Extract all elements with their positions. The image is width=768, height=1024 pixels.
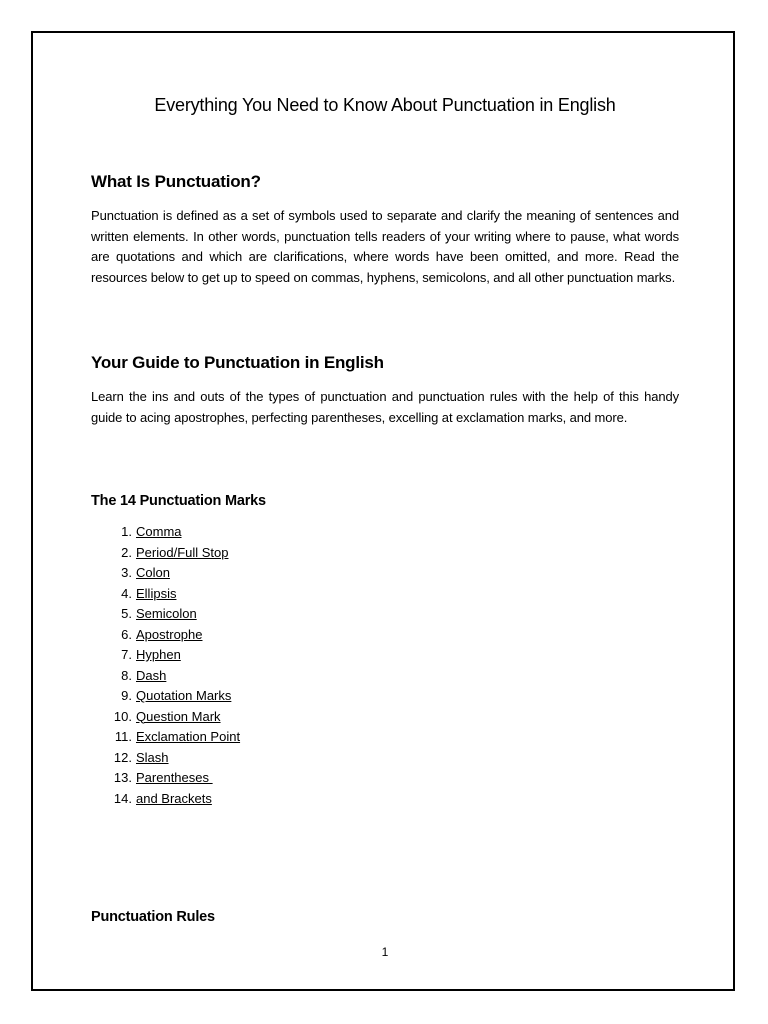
- link-period-full-stop[interactable]: Period/Full Stop: [136, 544, 229, 560]
- paragraph-guide-to-punctuation: Learn the ins and outs of the types of punctuation and punctuation rules with the help of this handy guide to acing apostrophes, perfecting parentheses, excelling at exclamation marks, and more.: [91, 389, 679, 425]
- list-number: 1.: [121, 524, 132, 539]
- list-item: [91, 604, 240, 625]
- link-colon[interactable]: Colon: [136, 565, 170, 580]
- list-item: [91, 543, 240, 564]
- list-number: 4.: [121, 585, 132, 601]
- list-item: [91, 645, 240, 666]
- link-semicolon[interactable]: Semicolon: [136, 606, 197, 621]
- link-comma[interactable]: Comma: [136, 524, 182, 539]
- list-item: [91, 748, 240, 769]
- list-item: [91, 768, 240, 789]
- link-apostrophe[interactable]: Apostrophe: [136, 626, 203, 642]
- page-number: 1: [381, 945, 389, 959]
- list-number: 9.: [121, 688, 132, 703]
- paragraph-what-is-punctuation: Punctuation is defined as a set of symbols used to separate and clarify the meaning of sentences and written elements. In other words, punctuation tells readers of your writing where to pause, what words are quotations and which are clarifications, where words have been omitted, and more. Read the resources below to get up to speed on commas, hyphens, semicolons, and all other punctuation marks.: [91, 208, 679, 285]
- heading-punctuation-marks: The 14 Punctuation Marks: [91, 493, 266, 509]
- heading-punctuation-rules: Punctuation Rules: [91, 909, 215, 925]
- list-item: [91, 686, 240, 707]
- list-number: 6.: [121, 626, 132, 642]
- list-number: 13.: [113, 770, 132, 785]
- list-number: 12.: [113, 749, 132, 765]
- list-number: 3.: [121, 565, 132, 580]
- list-number: 7.: [121, 647, 132, 662]
- list-number: 11.: [114, 729, 132, 744]
- list-item: [91, 625, 240, 646]
- list-item: [91, 584, 240, 605]
- link-slash[interactable]: Slash: [136, 749, 169, 765]
- list-number: 10.: [113, 708, 132, 724]
- list-item: [91, 522, 240, 543]
- link-question-mark[interactable]: Question Mark: [136, 708, 221, 724]
- punctuation-marks-list: [91, 522, 240, 809]
- link-exclamation-point[interactable]: Exclamation Point: [136, 729, 241, 744]
- document-title: Everything You Need to Know About Punctuation in English: [154, 95, 616, 115]
- list-item: [91, 563, 240, 584]
- list-number: 2.: [121, 544, 132, 560]
- list-item: [91, 666, 240, 687]
- list-number: 5.: [121, 606, 132, 621]
- link-dash[interactable]: Dash: [136, 667, 167, 683]
- heading-what-is-punctuation: What Is Punctuation?: [91, 172, 261, 191]
- list-number: 14.: [113, 790, 132, 806]
- document-page: [31, 31, 735, 991]
- link-quotation-marks[interactable]: Quotation Marks: [136, 688, 232, 703]
- link-brackets[interactable]: and Brackets: [136, 790, 212, 806]
- list-item: [91, 707, 240, 728]
- link-hyphen[interactable]: Hyphen: [136, 647, 181, 662]
- link-ellipsis[interactable]: Ellipsis: [136, 585, 177, 601]
- list-item: [91, 789, 240, 810]
- list-number: 8.: [121, 667, 132, 683]
- heading-guide-to-punctuation: Your Guide to Punctuation in English: [91, 353, 384, 372]
- link-parentheses[interactable]: Parentheses: [136, 770, 213, 785]
- list-item: [91, 727, 240, 748]
